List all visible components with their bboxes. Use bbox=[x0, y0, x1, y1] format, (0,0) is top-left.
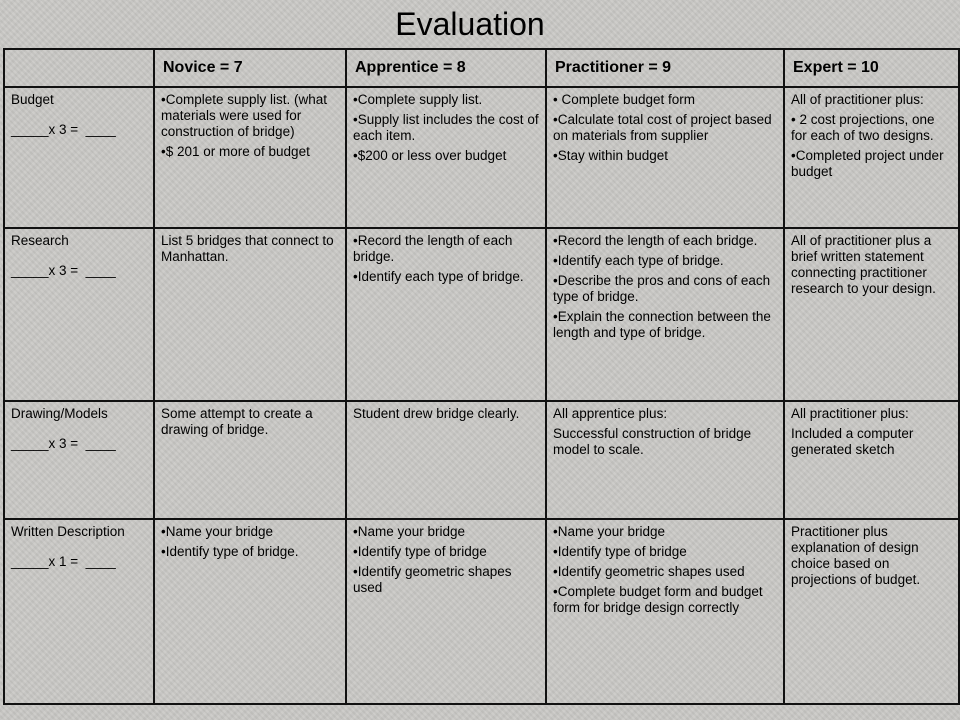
criterion-item: All practitioner plus: bbox=[791, 406, 909, 421]
rubric-cell-expert bbox=[784, 87, 959, 228]
rubric-cell-practitioner bbox=[546, 519, 784, 704]
criterion-item: •Identify type of bridge bbox=[553, 544, 687, 559]
score-blank: _____x 1 = ____ bbox=[11, 554, 116, 569]
criterion-item: •Complete budget form and budget form for bridge design correctly bbox=[553, 584, 763, 615]
criterion-item: •Explain the connection between the length and type of bridge. bbox=[553, 309, 771, 340]
rubric-cell-practitioner bbox=[546, 228, 784, 401]
header-cell-corner bbox=[4, 49, 154, 87]
header-cell-novice: Novice = 7 bbox=[154, 49, 346, 87]
rubric-cell-expert bbox=[784, 519, 959, 704]
criterion-item: List 5 bridges that connect to Manhattan. bbox=[161, 233, 334, 264]
score-blank: _____x 3 = ____ bbox=[11, 436, 116, 451]
row-header-cell bbox=[4, 228, 154, 401]
criterion-item: •Describe the pros and cons of each type of bridge. bbox=[553, 273, 771, 304]
criterion-item: •$200 or less over budget bbox=[353, 148, 507, 163]
criterion-item: •Name your bridge bbox=[353, 524, 466, 539]
criterion-item: Practitioner plus explanation of design choice based on projections of budget. bbox=[791, 524, 921, 587]
header-cell-practitioner: Practitioner = 9 bbox=[546, 49, 784, 87]
criterion-item: •Record the length of each bridge. bbox=[553, 233, 758, 248]
criterion-item: •Identify each type of bridge. bbox=[553, 253, 724, 268]
criterion-item: • Complete budget form bbox=[553, 92, 696, 107]
rubric-cell-novice bbox=[154, 519, 346, 704]
table-row bbox=[4, 401, 959, 519]
table-row bbox=[4, 87, 959, 228]
rubric-cell-novice bbox=[154, 228, 346, 401]
header-row bbox=[4, 49, 959, 87]
criterion-item: All apprentice plus: bbox=[553, 406, 668, 421]
criterion-label: Research bbox=[11, 233, 69, 248]
criterion-item: •Name your bridge bbox=[161, 524, 274, 539]
rubric-table bbox=[3, 48, 960, 705]
criterion-label: Drawing/Models bbox=[11, 406, 108, 421]
rubric-cell-expert bbox=[784, 228, 959, 401]
criterion-item: Some attempt to create a drawing of bridge. bbox=[161, 406, 313, 437]
table-row bbox=[4, 519, 959, 704]
rubric-cell-novice bbox=[154, 87, 346, 228]
criterion-item: •Calculate total cost of project based on materials from supplier bbox=[553, 112, 772, 143]
criterion-item: All of practitioner plus a brief written statement connecting practitioner research to your design. bbox=[791, 233, 936, 296]
rubric-cell-practitioner bbox=[546, 401, 784, 519]
criterion-item: •Complete supply list. (what materials were used for construction of bridge) bbox=[161, 92, 328, 139]
score-blank: _____x 3 = ____ bbox=[11, 122, 116, 137]
rubric-cell-practitioner bbox=[546, 87, 784, 228]
criterion-item: • 2 cost projections, one for each of two designs. bbox=[791, 112, 935, 143]
criterion-item: Included a computer generated sketch bbox=[791, 426, 914, 457]
criterion-item: •Completed project under budget bbox=[791, 148, 944, 179]
rubric-cell-apprentice bbox=[346, 87, 546, 228]
header-cell-apprentice: Apprentice = 8 bbox=[346, 49, 546, 87]
rubric-cell-apprentice bbox=[346, 401, 546, 519]
criterion-label: Written Description bbox=[11, 524, 125, 539]
criterion-item: •Complete supply list. bbox=[353, 92, 483, 107]
header-cell-expert: Expert = 10 bbox=[784, 49, 959, 87]
rubric-cell-apprentice bbox=[346, 228, 546, 401]
page-title: Evaluation bbox=[395, 6, 545, 42]
row-header-cell bbox=[4, 401, 154, 519]
rubric-cell-novice bbox=[154, 401, 346, 519]
criterion-item: •Identify each type of bridge. bbox=[353, 269, 524, 284]
row-header-cell bbox=[4, 519, 154, 704]
criterion-item: •Record the length of each bridge. bbox=[353, 233, 513, 264]
criterion-item: •Name your bridge bbox=[553, 524, 666, 539]
criterion-item: •Supply list includes the cost of each item. bbox=[353, 112, 539, 143]
criterion-item: •$ 201 or more of budget bbox=[161, 144, 310, 159]
criterion-item: •Identify type of bridge bbox=[353, 544, 487, 559]
criterion-item: All of practitioner plus: bbox=[791, 92, 924, 107]
criterion-item: •Identify type of bridge. bbox=[161, 544, 299, 559]
criterion-label: Budget bbox=[11, 92, 54, 107]
table-row bbox=[4, 228, 959, 401]
score-blank: _____x 3 = ____ bbox=[11, 263, 116, 278]
criterion-item: •Identify geometric shapes used bbox=[353, 564, 512, 595]
criterion-item: •Identify geometric shapes used bbox=[553, 564, 745, 579]
criterion-item: Successful construction of bridge model to scale. bbox=[553, 426, 752, 457]
row-header-cell bbox=[4, 87, 154, 228]
criterion-item: Student drew bridge clearly. bbox=[353, 406, 520, 421]
rubric-cell-apprentice bbox=[346, 519, 546, 704]
rubric-cell-expert bbox=[784, 401, 959, 519]
criterion-item: •Stay within budget bbox=[553, 148, 669, 163]
